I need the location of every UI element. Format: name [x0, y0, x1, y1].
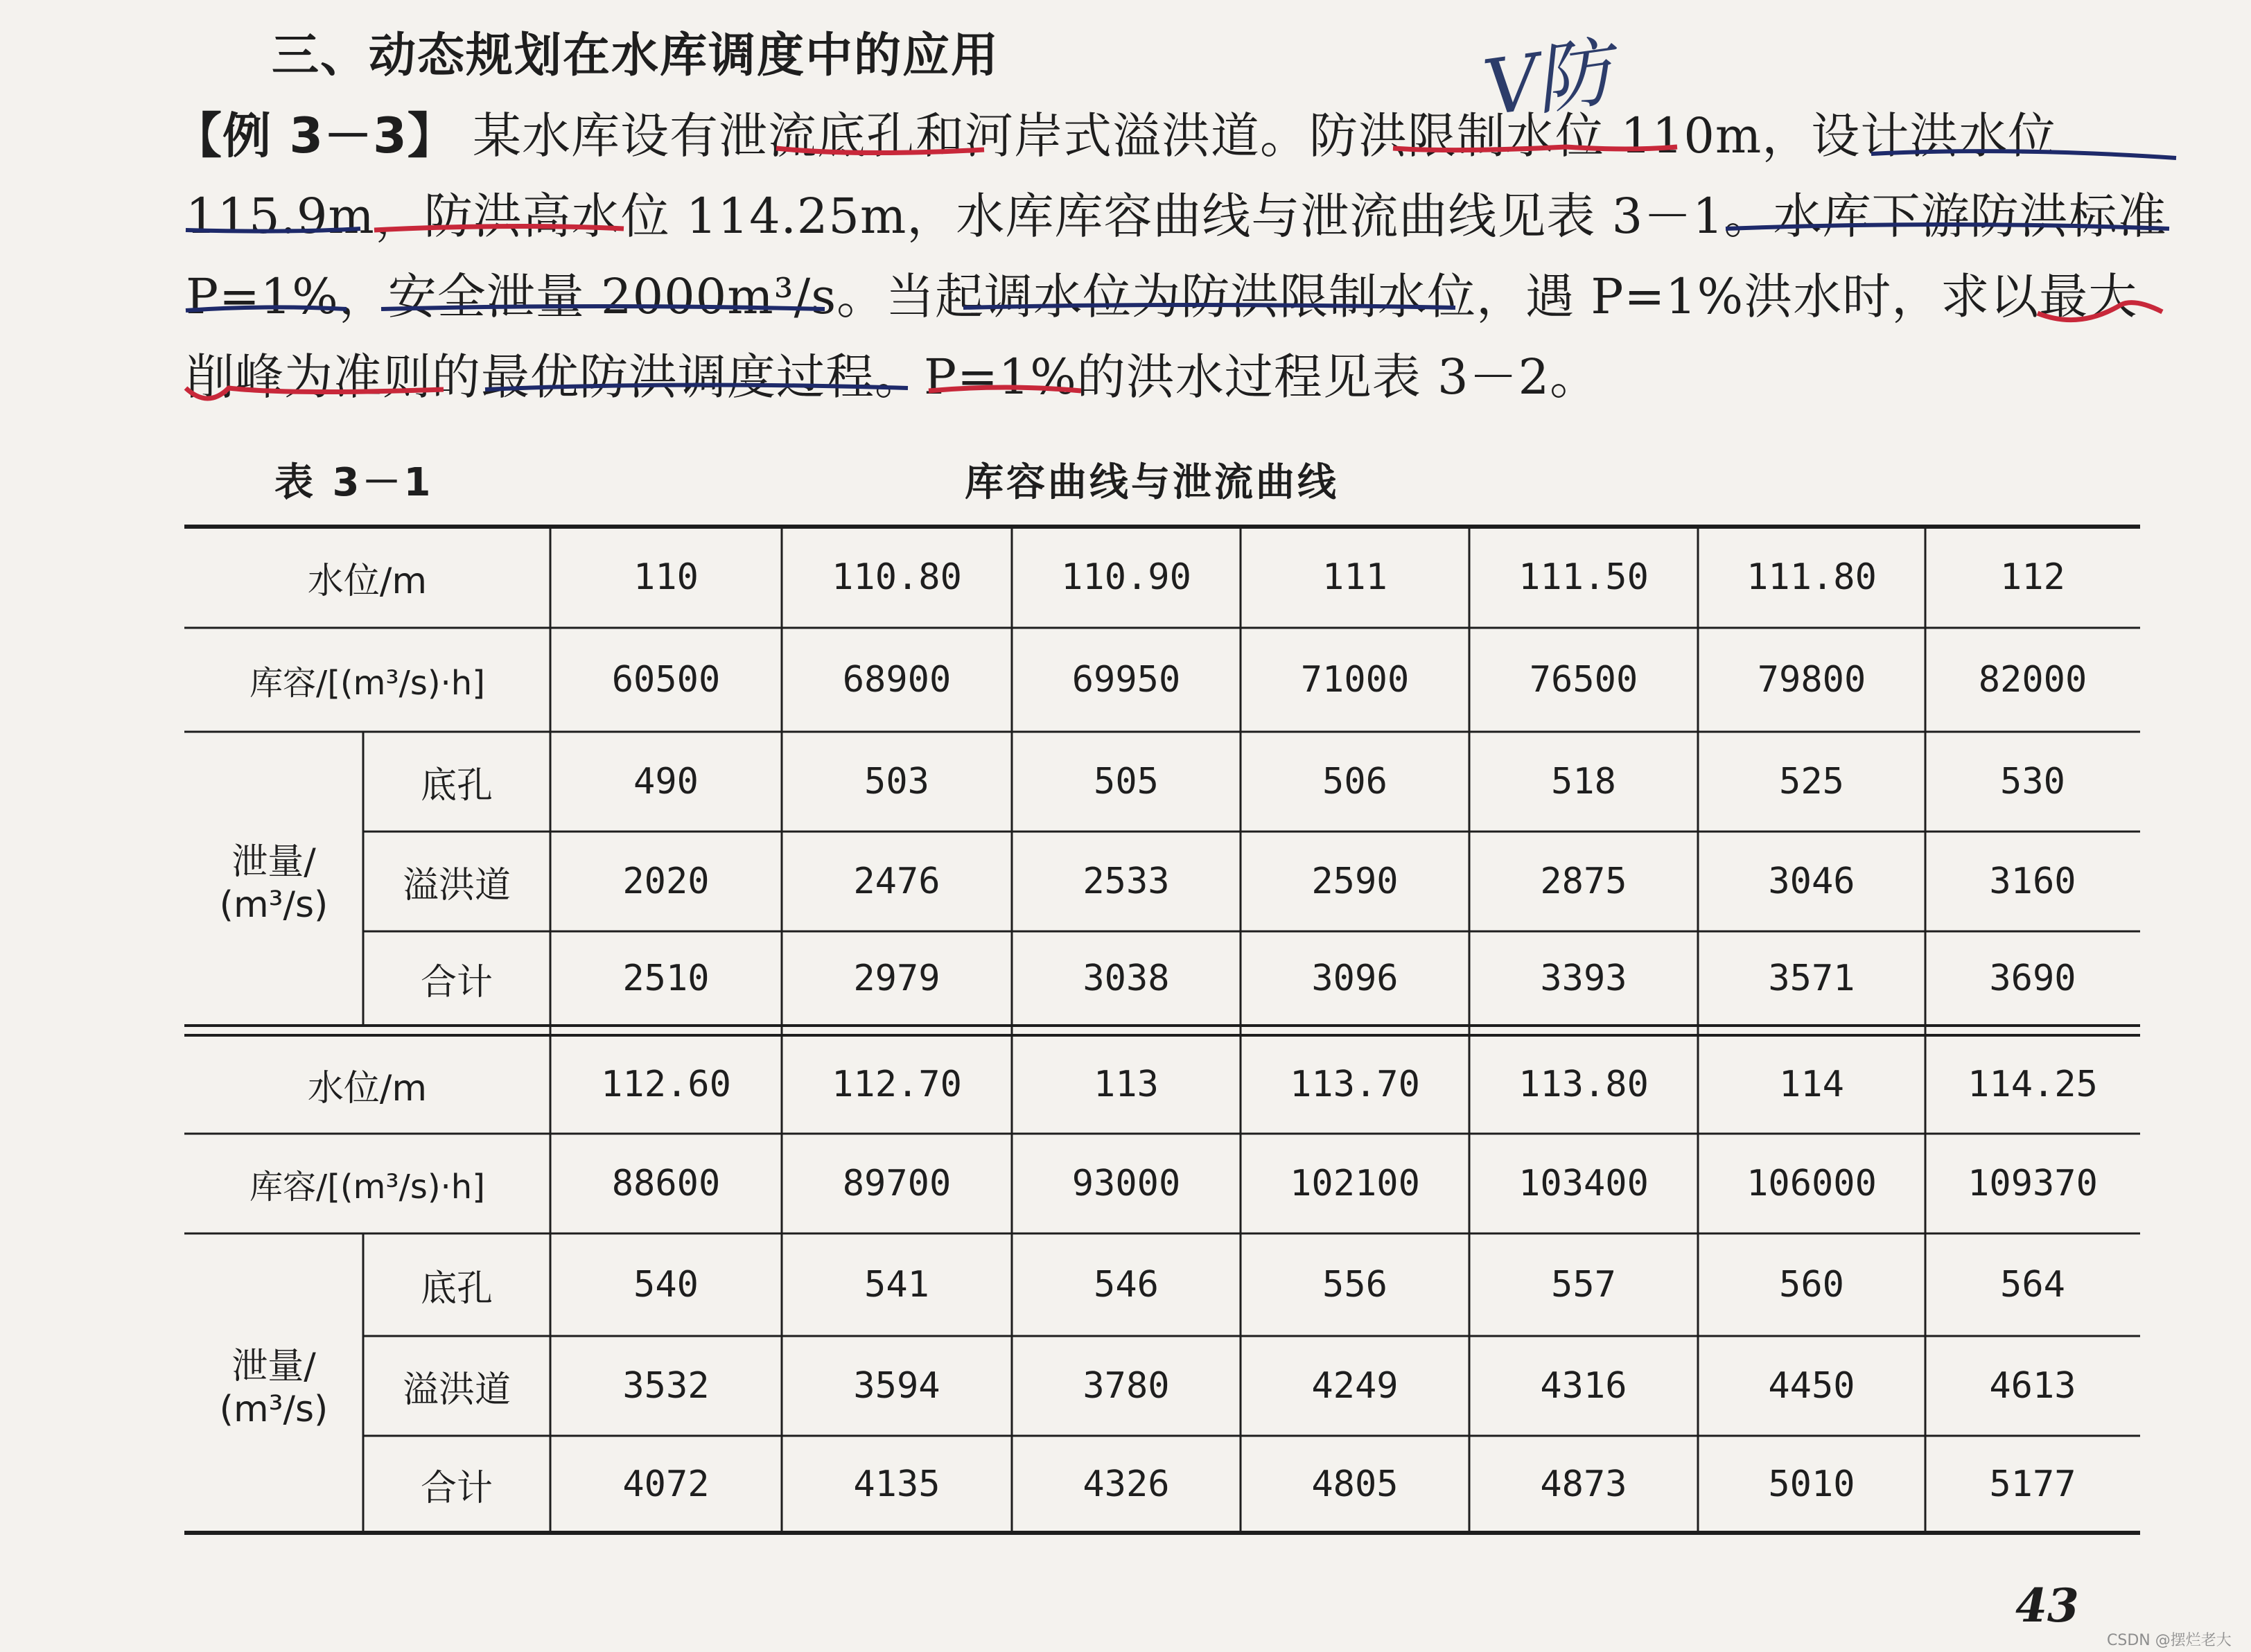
- paragraph-line-2: 115.9m，防洪高水位 114.25m，水库库容曲线与泄流曲线见表 3－1。水库下游防洪标准: [186, 188, 2167, 245]
- table-cell-water-level: 113: [1094, 1064, 1159, 1105]
- table-cell-spillway: 4249: [1311, 1365, 1399, 1407]
- row-label-water-level: 水位/m: [307, 560, 428, 602]
- table-cell-storage: 88600: [611, 1163, 721, 1204]
- paragraph-line-4: 削峰为准则的最优防洪调度过程。P=1%的洪水过程见表 3－2。: [186, 349, 1600, 405]
- table-cell-total: 5177: [1989, 1464, 2076, 1505]
- discharge-unit: (m³/s): [219, 884, 329, 926]
- page-number: 43: [2015, 1579, 2079, 1633]
- table-cell-total: 3096: [1311, 958, 1399, 999]
- table-cell-water-level: 113.70: [1290, 1064, 1420, 1105]
- table-cell-storage: 109370: [1968, 1163, 2098, 1204]
- table-cell-total: 2510: [622, 958, 710, 999]
- table-cell-water-level: 110: [633, 556, 699, 598]
- example-label: 【例 3－3】: [173, 107, 457, 164]
- row-label-bottom-outlet: 底孔: [420, 764, 493, 807]
- table-cell-storage: 82000: [1978, 659, 2087, 701]
- table-cell-total: 5010: [1768, 1464, 1855, 1505]
- table-cell-spillway: 4316: [1540, 1365, 1627, 1407]
- table-cell-storage: 103400: [1518, 1163, 1649, 1204]
- watermark: CSDN @摆烂老大: [2107, 1632, 2232, 1649]
- table-cell-storage: 69950: [1071, 659, 1181, 701]
- table-cell-spillway: 3780: [1083, 1365, 1170, 1407]
- row-label-total: 合计: [420, 1467, 493, 1509]
- table-cell-storage: 89700: [842, 1163, 952, 1204]
- table-cell-storage: 60500: [611, 659, 721, 701]
- table-cell-water-level: 110.90: [1061, 556, 1191, 598]
- table-cell-total: 4805: [1311, 1464, 1399, 1505]
- row-label-storage: 库容/[(m³/s)·h]: [249, 663, 485, 703]
- discharge-label: 泄量/: [231, 1345, 316, 1387]
- table-cell-water-level: 112: [2000, 556, 2065, 598]
- table-cell-storage: 93000: [1071, 1163, 1181, 1204]
- table-cell-total: 3571: [1768, 958, 1855, 999]
- table-cell-spillway: 4613: [1989, 1365, 2076, 1407]
- table-cell-spillway: 2590: [1311, 861, 1399, 902]
- table-cell-water-level: 110.80: [832, 556, 962, 598]
- table-cell-total: 3038: [1083, 958, 1170, 999]
- table-cell-water-level: 114: [1779, 1064, 1844, 1105]
- table-cell-spillway: 2476: [853, 861, 940, 902]
- table-cell-bottom-outlet: 518: [1551, 761, 1616, 802]
- table-cell-storage: 76500: [1529, 659, 1638, 701]
- table-cell-water-level: 111: [1322, 556, 1387, 598]
- discharge-label: 泄量/: [231, 841, 316, 883]
- table-cell-bottom-outlet: 546: [1094, 1264, 1159, 1306]
- table-cell-storage: 106000: [1746, 1163, 1877, 1204]
- table-cell-spillway: 2020: [622, 861, 710, 902]
- table-title: 库容曲线与泄流曲线: [965, 460, 1339, 505]
- table-cell-bottom-outlet: 560: [1779, 1264, 1844, 1306]
- table-cell-total: 4326: [1083, 1464, 1170, 1505]
- table-cell-total: 4873: [1540, 1464, 1627, 1505]
- table-cell-total: 2979: [853, 958, 940, 999]
- table-cell-bottom-outlet: 541: [864, 1264, 929, 1306]
- table-cell-water-level: 111.80: [1746, 556, 1877, 598]
- table-cell-bottom-outlet: 564: [2000, 1264, 2065, 1306]
- table-number: 表 3－1: [274, 460, 434, 505]
- table-cell-bottom-outlet: 490: [633, 761, 699, 802]
- table-cell-storage: 102100: [1290, 1163, 1420, 1204]
- handwritten-note: V防: [1478, 28, 1613, 133]
- row-label-spillway: 溢洪道: [402, 1369, 511, 1411]
- table-cell-bottom-outlet: 525: [1779, 761, 1844, 802]
- table-cell-spillway: 4450: [1768, 1365, 1855, 1407]
- row-label-spillway: 溢洪道: [402, 864, 511, 906]
- table-cell-spillway: 3046: [1768, 861, 1855, 902]
- row-label-total: 合计: [420, 961, 493, 1003]
- row-label-storage: 库容/[(m³/s)·h]: [249, 1167, 485, 1206]
- table-cell-spillway: 3160: [1989, 861, 2076, 902]
- paragraph-text: 某水库设有泄流底孔和河岸式溢洪道。防洪限制水位 110m，设计洪水位: [456, 107, 2058, 164]
- discharge-unit: (m³/s): [219, 1388, 329, 1430]
- table-cell-bottom-outlet: 557: [1551, 1264, 1616, 1306]
- row-label-water-level: 水位/m: [307, 1067, 428, 1109]
- table-cell-water-level: 111.50: [1518, 556, 1649, 598]
- table-cell-storage: 71000: [1300, 659, 1410, 701]
- row-label-bottom-outlet: 底孔: [420, 1267, 493, 1310]
- table-cell-spillway: 2875: [1540, 861, 1627, 902]
- table-cell-bottom-outlet: 506: [1322, 761, 1387, 802]
- section-title: 三、动态规划在水库调度中的应用: [272, 28, 1000, 83]
- table-cell-water-level: 112.60: [601, 1064, 731, 1105]
- table-cell-spillway: 2533: [1083, 861, 1170, 902]
- table-cell-total: 4135: [853, 1464, 940, 1505]
- table-cell-total: 3393: [1540, 958, 1627, 999]
- table-cell-water-level: 113.80: [1518, 1064, 1649, 1105]
- row-label-discharge: [184, 1233, 363, 1533]
- table-cell-bottom-outlet: 556: [1322, 1264, 1387, 1306]
- table-cell-spillway: 3532: [622, 1365, 710, 1407]
- row-label-discharge: [184, 732, 363, 1026]
- table-cell-spillway: 3594: [853, 1365, 940, 1407]
- table-cell-water-level: 114.25: [1968, 1064, 2098, 1105]
- paragraph-line-3: P=1%，安全泄量 2000m³/s。当起调水位为防洪限制水位，遇 P=1%洪水时，求以最大: [186, 268, 2138, 325]
- table-cell-total: 4072: [622, 1464, 710, 1505]
- table-cell-bottom-outlet: 540: [633, 1264, 699, 1306]
- table-cell-total: 3690: [1989, 958, 2076, 999]
- table-cell-bottom-outlet: 505: [1094, 761, 1159, 802]
- table-cell-bottom-outlet: 503: [864, 761, 929, 802]
- table-cell-water-level: 112.70: [832, 1064, 962, 1105]
- table-cell-bottom-outlet: 530: [2000, 761, 2065, 802]
- table-cell-storage: 79800: [1757, 659, 1866, 701]
- table-cell-storage: 68900: [842, 659, 952, 701]
